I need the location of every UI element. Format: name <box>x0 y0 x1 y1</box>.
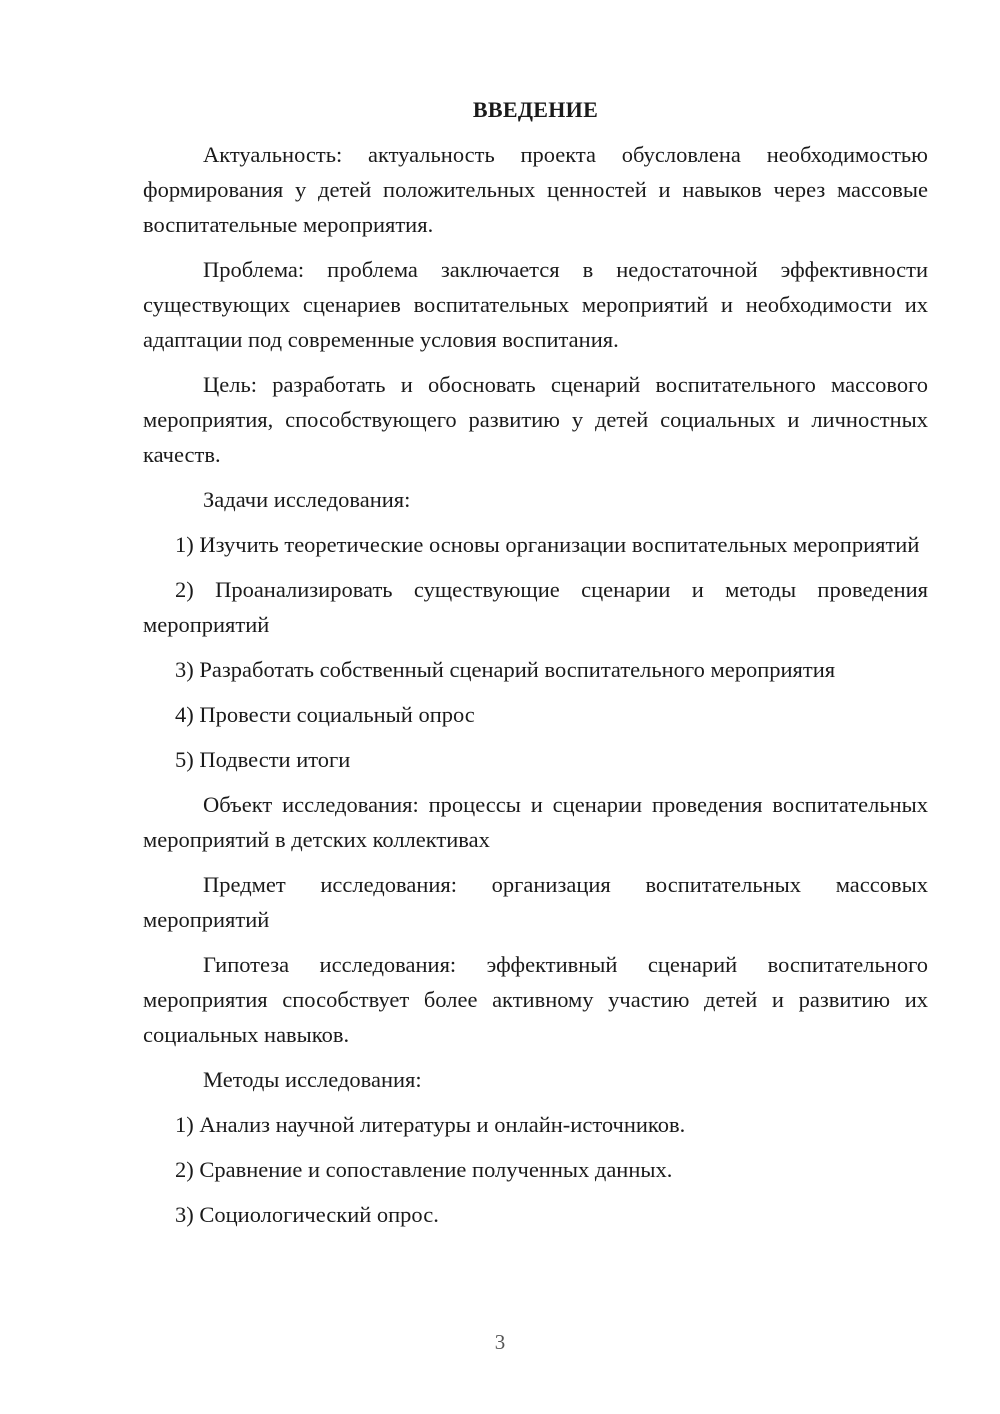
document-page <box>143 92 928 1242</box>
task-item: 2) Проанализировать существующие сценарии и методы проведения мероприятий <box>143 577 928 637</box>
problem-paragraph: Проблема: проблема заключается в недостаточной эффективности существующих сценариев воспитательных мероприятий и необходимости их адаптации под современные условия воспитания. <box>143 257 928 352</box>
subject-paragraph: Предмет исследования: организация воспитательных массовых мероприятий <box>143 872 928 932</box>
task-item: 4) Провести социальный опрос <box>175 702 475 727</box>
page-number: 3 <box>494 1330 506 1354</box>
object-paragraph: Объект исследования: процессы и сценарии проведения воспитательных мероприятий в детских коллективах <box>143 792 928 852</box>
methods-label: Методы исследования: <box>203 1067 422 1092</box>
goal-paragraph: Цель: разработать и обосновать сценарий воспитательного массового мероприятия, способствующего развитию у детей социальных и личностных качеств. <box>143 372 928 467</box>
relevance-paragraph: Актуальность: актуальность проекта обусловлена необходимостью формирования у детей положительных ценностей и навыков через массовые воспитательные мероприятия. <box>143 142 928 237</box>
method-item: 3) Социологический опрос. <box>175 1202 439 1227</box>
task-item: 1) Изучить теоретические основы организации воспитательных мероприятий <box>175 532 920 557</box>
method-item: 2) Сравнение и сопоставление полученных данных. <box>175 1157 673 1182</box>
hypothesis-paragraph: Гипотеза исследования: эффективный сценарий воспитательного мероприятия способствует более активному участию детей и развитию их социальных навыков. <box>143 952 928 1047</box>
task-item: 3) Разработать собственный сценарий воспитательного мероприятия <box>175 657 836 682</box>
tasks-label: Задачи исследования: <box>203 487 411 512</box>
section-heading: ВВЕДЕНИЕ <box>472 97 599 122</box>
method-item: 1) Анализ научной литературы и онлайн-источников. <box>175 1112 686 1137</box>
task-item: 5) Подвести итоги <box>175 747 351 772</box>
